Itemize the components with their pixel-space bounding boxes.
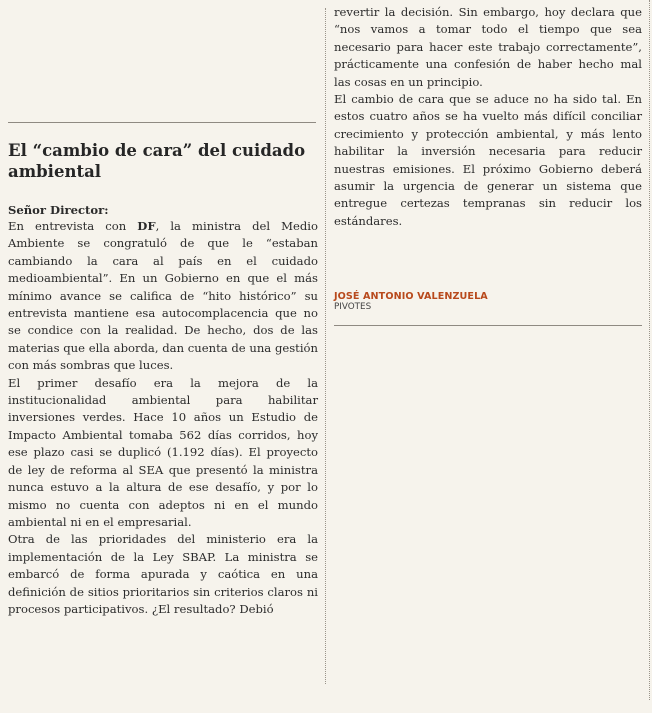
letter-paragraph: En entrevista con DF, la ministra del Medio Ambiente se congratuló de que le “estaban cambiando la cara al país en el cuidado medioambiental”. En un Gobierno en que el más mínimo avance se califica de “hito histórico” su entrevista mantiene esa autocomplacencia que no se condice con la realidad. De hecho, dos de las materias que ella aborda, dan cuenta de una gestión con más sombras que luces.: [8, 219, 318, 373]
publication-name: DF: [137, 219, 156, 233]
page-edge-divider: [649, 0, 650, 700]
signature-name: JOSÉ ANTONIO VALENZUELA: [334, 291, 488, 302]
signature-organization: PIVOTES: [334, 302, 372, 312]
letter-body-right-column: [334, 4, 642, 230]
signature-bottom-rule: [334, 325, 642, 326]
letter-paragraph: Otra de las prioridades del ministerio era la implementación de la Ley SBAP. La ministra se embarcó de forma apurada y caótica en una definición de sitios prioritarios sin criterios claros ni procesos participativos. ¿El resultado? Debió: [8, 532, 318, 616]
letter-headline: El “cambio de cara” del cuidado ambiental: [8, 141, 306, 181]
letter-paragraph: El primer desafío era la mejora de la institucionalidad ambiental para habilitar inversiones verdes. Hace 10 años un Estudio de Impacto Ambiental tomaba 562 días corridos, hoy ese plazo casi se duplicó (1.192 días). El proyecto de ley de reforma al SEA que presentó la ministra nunca estuvo a la altura de ese desafío, y por lo mismo no cuenta con adeptos ni en el mundo ambiental ni en el empresarial.: [8, 375, 318, 529]
letter-body-left-column: [8, 218, 318, 618]
headline-top-rule: [8, 122, 316, 123]
letter-paragraph: revertir la decisión. Sin embargo, hoy declara que “nos vamos a tomar todo el tiempo que sea necesario para hacer este trabajo correctamente”, prácticamente una confesión de haber hecho mal las cosas en un principio.: [334, 5, 642, 89]
letter-signature: [334, 291, 642, 312]
letter-paragraph: El cambio de cara que se aduce no ha sido tal. En estos cuatro años se ha vuelto más difícil conciliar crecimiento y protección ambiental, y más lento habilitar la inversión necesaria para reducir nuestras emisiones. El próximo Gobierno deberá asumir la urgencia de generar un sistema que entregue certezas tempranas sin reducir los estándares.: [334, 92, 642, 228]
letter-salutation: Señor Director:: [8, 203, 109, 217]
column-divider: [325, 8, 326, 684]
